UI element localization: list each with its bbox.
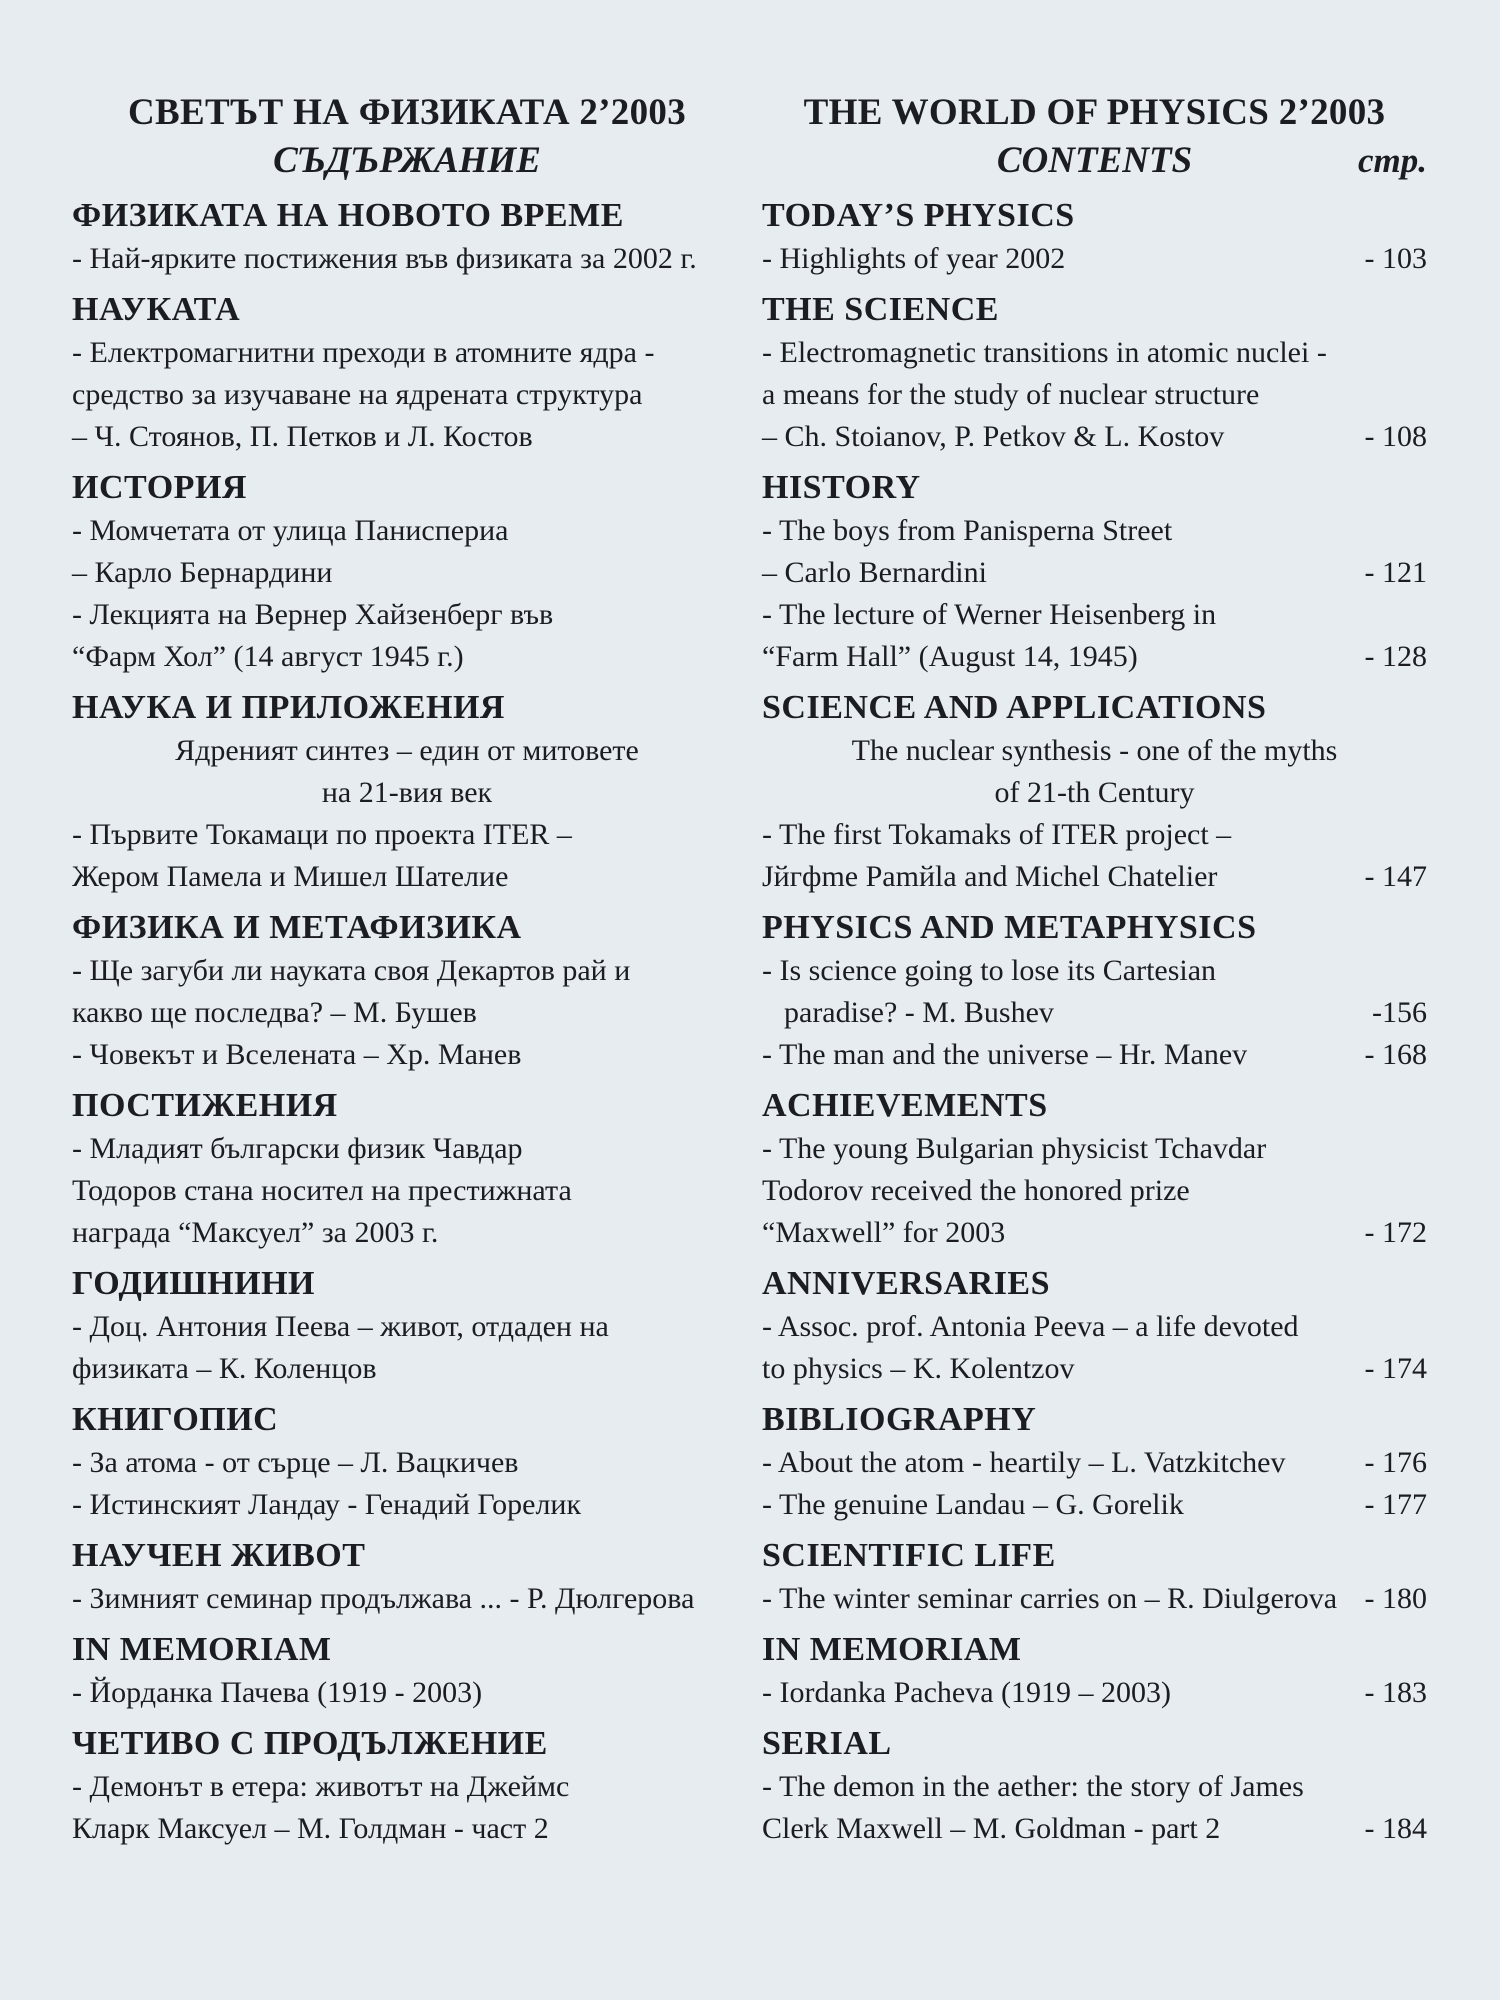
toc-entry	[762, 1128, 1427, 1254]
entry-text-line: - The demon in the aether: the story of James	[762, 1770, 1304, 1803]
toc-entry	[72, 510, 742, 594]
section-title: SERIAL	[762, 1725, 892, 1762]
entry-text-line: на 21-вия век	[321, 776, 493, 809]
entry-text-line: - Доц. Антония Пеева – живот, отдаден на	[72, 1310, 609, 1343]
entry-text-line: - The winter seminar carries on – R. Diulgerova	[762, 1582, 1338, 1615]
page-number: - 121	[1364, 556, 1427, 589]
entry-text-line: a means for the study of nuclear structure	[762, 378, 1260, 411]
entry-text-line: - The man and the universe – Hr. Manev	[762, 1038, 1248, 1071]
entry-text-line: to physics – K. Kolentzov	[762, 1352, 1075, 1385]
section-title: НАУЧЕН ЖИВОТ	[72, 1537, 366, 1574]
english-journal-title: THE WORLD OF PHYSICS 2’2003	[803, 92, 1386, 133]
page-number: - 176	[1364, 1446, 1427, 1479]
section-title: TODAY’S PHYSICS	[762, 197, 1075, 234]
entry-text-line: Clerk Maxwell – M. Goldman - part 2	[762, 1812, 1221, 1845]
toc-section	[72, 288, 742, 458]
toc-section	[72, 194, 742, 280]
entry-text-line: Кларк Максуел – М. Голдман - част 2	[72, 1812, 549, 1845]
toc-section	[762, 906, 1427, 1076]
section-title: ИСТОРИЯ	[72, 469, 247, 506]
entry-text-line: of 21-th Century	[994, 776, 1195, 809]
toc-entry	[762, 1484, 1427, 1526]
toc-section	[762, 1398, 1427, 1526]
page-number: - 184	[1364, 1812, 1427, 1845]
toc-entry	[72, 1672, 742, 1714]
entry-text-line: - Младият български физик Чавдар	[72, 1132, 523, 1165]
entry-text-line: физиката – К. Коленцов	[72, 1352, 377, 1385]
toc-entry	[762, 510, 1427, 594]
page-number: - 108	[1364, 420, 1427, 453]
toc-section	[762, 1262, 1427, 1390]
entry-text-line: - Йорданка Пачева (1919 - 2003)	[72, 1676, 483, 1709]
toc-section	[762, 1534, 1427, 1620]
toc-entry	[72, 332, 742, 458]
toc-section	[72, 1084, 742, 1254]
page-number: - 103	[1364, 242, 1427, 275]
toc-entry	[72, 1484, 742, 1526]
section-title: ПОСТИЖЕНИЯ	[72, 1087, 338, 1124]
section-title: PHYSICS AND METAPHYSICS	[762, 909, 1257, 946]
entry-text-line: – Карло Бернардини	[72, 556, 333, 589]
toc-entry	[762, 1442, 1427, 1484]
page-column-label: стр.	[1357, 141, 1427, 180]
page-number: - 174	[1364, 1352, 1427, 1385]
page-number: - 128	[1364, 640, 1427, 673]
section-title: HISTORY	[762, 469, 921, 506]
entry-text-line: - Първите Токамаци по проекта ITER –	[72, 818, 572, 851]
english-contents-heading	[762, 136, 1427, 186]
section-title: НАУКА И ПРИЛОЖЕНИЯ	[72, 689, 505, 726]
toc-entry	[762, 238, 1427, 280]
toc-section	[72, 1534, 742, 1620]
toc-section	[762, 466, 1427, 678]
toc-section	[72, 1722, 742, 1850]
entry-text-line: - The lecture of Werner Heisenberg in	[762, 598, 1217, 631]
toc-entry	[762, 1306, 1427, 1390]
entry-text-line: “Maxwell” for 2003	[762, 1216, 1006, 1249]
toc-entry	[72, 1306, 742, 1390]
section-title: BIBLIOGRAPHY	[762, 1401, 1037, 1438]
entry-text-line: - Is science going to lose its Cartesian	[762, 954, 1217, 987]
entry-text-line: - Assoc. prof. Antonia Peeva – a life devoted	[762, 1310, 1299, 1343]
toc-section	[72, 1398, 742, 1526]
entry-text-line: - Ще загуби ли науката своя Декартов рай и	[72, 954, 631, 987]
english-section-list	[762, 194, 1427, 1850]
toc-entry	[762, 1766, 1427, 1850]
entry-text-line: - Демонът в етера: животът на Джеймс	[72, 1770, 570, 1803]
page-number: - 147	[1364, 860, 1427, 893]
toc-entry	[72, 950, 742, 1034]
toc-entry	[762, 332, 1427, 458]
entry-text-line: - Момчетата от улица Паниспериа	[72, 514, 509, 547]
entry-text-line: - Highlights of year 2002	[762, 242, 1066, 275]
toc-entry	[72, 594, 742, 678]
entry-text-line: - About the atom - heartily – L. Vatzkitchev	[762, 1446, 1286, 1479]
toc-entry	[762, 1034, 1427, 1076]
section-title: КНИГОПИС	[72, 1401, 279, 1438]
toc-section	[72, 466, 742, 678]
toc-entry	[762, 730, 1427, 814]
entry-text-line: - Зимният семинар продължава ... - Р. Дюлгерова	[72, 1582, 695, 1615]
toc-section	[762, 194, 1427, 280]
entry-text-line: - Истинският Ландау - Генадий Горелик	[72, 1488, 582, 1521]
toc-entry	[72, 1766, 742, 1850]
toc-entry	[72, 814, 742, 898]
section-title: ANNIVERSARIES	[762, 1265, 1051, 1302]
english-contents-label: CONTENTS	[996, 140, 1193, 181]
toc-section	[762, 1722, 1427, 1850]
toc-entry	[762, 1672, 1427, 1714]
page-number: - 172	[1364, 1216, 1427, 1249]
entry-text-line: The nuclear synthesis - one of the myths	[851, 734, 1338, 767]
section-title: ФИЗИКА И МЕТАФИЗИКА	[72, 909, 522, 946]
page-number: -156	[1372, 996, 1427, 1029]
entry-text-line: Тодоров стана носител на престижната	[72, 1174, 572, 1207]
section-title: THE SCIENCE	[762, 291, 999, 328]
entry-text-line: – Carlo Bernardini	[762, 556, 987, 589]
section-title: ФИЗИКАТА НА НОВОТО ВРЕМЕ	[72, 197, 624, 234]
toc-section	[762, 686, 1427, 898]
english-contents-column	[762, 90, 1427, 1850]
bulgarian-contents-column	[72, 90, 742, 1850]
entry-text-line: - The young Bulgarian physicist Tchavdar	[762, 1132, 1267, 1165]
bulgarian-section-list	[72, 194, 742, 1850]
toc-entry	[72, 1128, 742, 1254]
toc-entry	[762, 950, 1427, 1034]
toc-entry	[72, 1034, 742, 1076]
toc-section	[72, 906, 742, 1076]
toc-entry	[762, 814, 1427, 898]
entry-text-line: - Iordanka Pacheva (1919 – 2003)	[762, 1676, 1172, 1709]
toc-section	[762, 1084, 1427, 1254]
toc-section	[72, 1628, 742, 1714]
section-title: ЧЕТИВО С ПРОДЪЛЖЕНИЕ	[72, 1725, 548, 1762]
entry-text-line: награда “Максуел” за 2003 г.	[72, 1216, 439, 1249]
page-number: - 177	[1364, 1488, 1427, 1521]
toc-entry	[762, 594, 1427, 678]
entry-text-line: Todorov received the honored prize	[762, 1174, 1190, 1207]
toc-entry	[762, 1578, 1427, 1620]
entry-text-line: - The boys from Panisperna Street	[762, 514, 1173, 547]
entry-text-line: - Най-ярките постижения във физиката за 2002 г.	[72, 242, 697, 275]
entry-text-line: paradise? - M. Bushev	[784, 996, 1054, 1029]
entry-text-line: Жером Памела и Мишел Шателие	[72, 860, 509, 893]
toc-section	[762, 288, 1427, 458]
entry-text-line: - Електромагнитни преходи в атомните ядра -	[72, 336, 655, 369]
entry-text-line: - The first Tokamaks of ITER project –	[762, 818, 1232, 851]
toc-section	[72, 686, 742, 898]
toc-entry	[72, 1442, 742, 1484]
entry-text-line: “Фарм Хол” (14 август 1945 г.)	[72, 640, 464, 673]
page-number: - 183	[1364, 1676, 1427, 1709]
entry-text-line: “Farm Hall” (August 14, 1945)	[762, 640, 1138, 673]
toc-entry	[72, 730, 742, 814]
section-title: ACHIEVEMENTS	[762, 1087, 1048, 1124]
toc-entry	[72, 1578, 742, 1620]
section-title: НАУКАТА	[72, 291, 241, 328]
entry-text-line: - Лекцията на Вернер Хайзенберг във	[72, 598, 554, 631]
entry-text-line: – Ч. Стоянов, П. Петков и Л. Костов	[72, 420, 533, 453]
entry-text-line: - Човекът и Вселената – Хр. Манев	[72, 1038, 522, 1071]
entry-text-line: – Ch. Stoianov, P. Petkov & L. Kostov	[762, 420, 1225, 453]
entry-text-line: - За атома - от сърце – Л. Вацкичев	[72, 1446, 519, 1479]
page-number: - 180	[1364, 1582, 1427, 1615]
bulgarian-contents-heading: СЪДЪРЖАНИЕ	[273, 140, 541, 181]
entry-text-line: средство за изучаване на ядрената структура	[72, 378, 643, 411]
entry-text-line: - The genuine Landau – G. Gorelik	[762, 1488, 1184, 1521]
entry-text-line: Jйгфme Pamйla and Michel Chatelier	[762, 860, 1218, 893]
entry-text-line: какво ще последва? – М. Бушев	[72, 996, 477, 1029]
toc-section	[762, 1628, 1427, 1714]
entry-text-line: Ядреният синтез – един от митовете	[175, 734, 639, 767]
section-title: ГОДИШНИНИ	[72, 1265, 315, 1302]
page-number: - 168	[1364, 1038, 1427, 1071]
section-title: IN MEMORIAM	[762, 1631, 1022, 1668]
entry-text-line: - Electromagnetic transitions in atomic nuclei -	[762, 336, 1327, 369]
toc-entry	[72, 238, 742, 280]
section-title: IN MEMORIAM	[72, 1631, 332, 1668]
section-title: SCIENCE AND APPLICATIONS	[762, 689, 1267, 726]
toc-section	[72, 1262, 742, 1390]
bulgarian-journal-title: СВЕТЪТ НА ФИЗИКАТА 2’2003	[127, 92, 687, 133]
section-title: SCIENTIFIC LIFE	[762, 1537, 1056, 1574]
